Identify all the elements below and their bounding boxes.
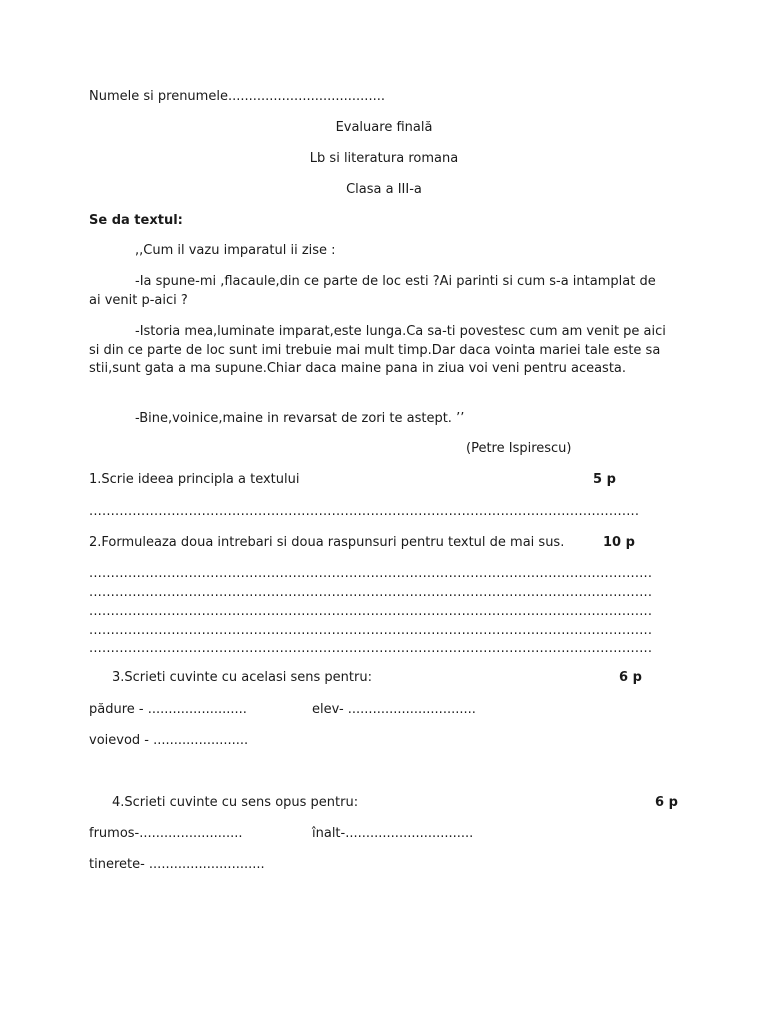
- text-paragraph-1: ,,Cum il vazu imparatul ii zise :: [135, 243, 336, 258]
- question-2-answer-line[interactable]: ..................................................................................................................................: [89, 566, 653, 581]
- synonym-padure[interactable]: pădure - ........................: [89, 702, 247, 717]
- question-4: 4.Scrieti cuvinte cu sens opus pentru:: [112, 795, 359, 810]
- question-1-points: 5 p: [593, 472, 616, 487]
- question-2-answer-line[interactable]: ..................................................................................................................................: [89, 585, 653, 600]
- question-2-points: 10 p: [603, 535, 635, 550]
- question-4-points: 6 p: [655, 795, 678, 810]
- synonym-elev[interactable]: elev- ...............................: [312, 702, 476, 717]
- antonym-frumos[interactable]: frumos-.........................: [89, 826, 243, 841]
- antonym-tinerete[interactable]: tinerete- ............................: [89, 857, 265, 872]
- text-paragraph-2: -Ia spune-mi ,flacaule,din ce parte de loc esti ?Ai parinti si cum s-a intamplat de ai venit p-aici ?: [89, 274, 656, 308]
- text-author: (Petre Ispirescu): [466, 441, 572, 456]
- synonym-voievod[interactable]: voievod - .......................: [89, 733, 249, 748]
- question-2-answer-line[interactable]: ..................................................................................................................................: [89, 641, 653, 656]
- text-paragraph-4: -Bine,voinice,maine in revarsat de zori te astept. ’’: [135, 411, 465, 426]
- subject-line: Lb si literatura romana: [309, 151, 459, 166]
- question-2-answer-line[interactable]: ..................................................................................................................................: [89, 604, 653, 619]
- question-1: 1.Scrie ideea principla a textului: [89, 472, 300, 487]
- text-heading: Se da textul:: [89, 213, 183, 228]
- text-paragraph-3: -Istoria mea,luminate imparat,este lunga.Ca sa-ti povestesc cum am venit pe aici si din ce parte de loc sunt imi trebuie mai mult timp.Dar daca vointa mariei tale este sa stii,sunt gata a ma supune.Chiar daca maine pana in ziua voi veni pentru aceasta.: [89, 324, 666, 376]
- grade-line: Clasa a III-a: [346, 182, 422, 197]
- question-2: 2.Formuleaza doua intrebari si doua raspunsuri pentru textul de mai sus.: [89, 535, 565, 550]
- question-1-answer-line[interactable]: ...............................................................................................................................: [89, 504, 640, 519]
- question-2-answer-line[interactable]: ..................................................................................................................................: [89, 623, 653, 638]
- name-line: Numele si prenumele......................................: [89, 89, 385, 104]
- question-3-points: 6 p: [619, 670, 642, 685]
- antonym-inalt[interactable]: înalt-...............................: [312, 826, 474, 841]
- question-3: 3.Scrieti cuvinte cu acelasi sens pentru:: [112, 670, 372, 685]
- test-title: Evaluare finală: [335, 120, 433, 135]
